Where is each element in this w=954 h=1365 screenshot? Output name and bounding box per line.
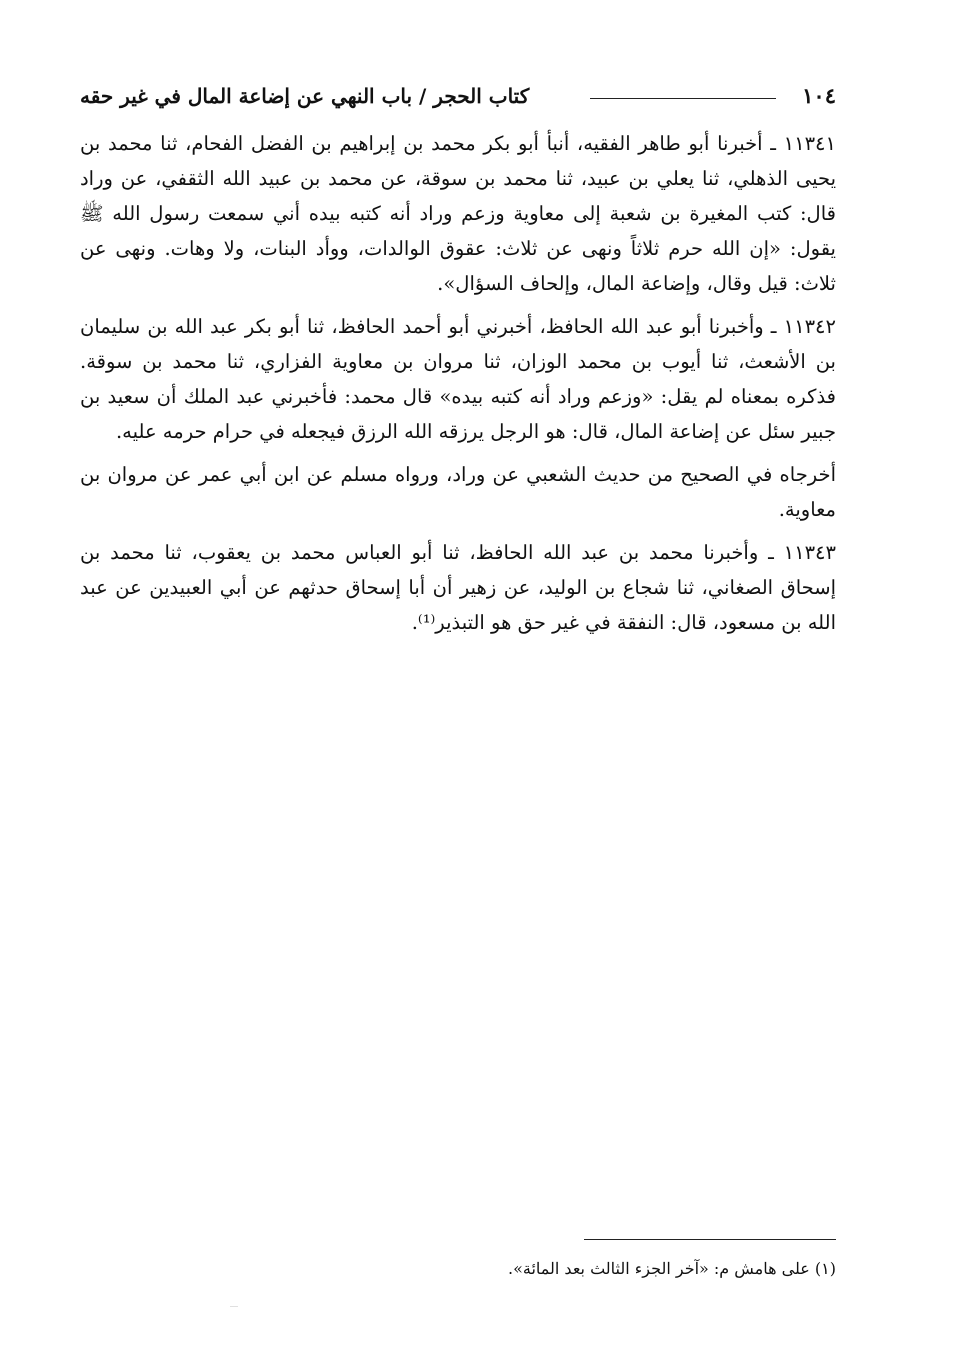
- hadith-11343: ١١٣٤٣ ـ وأخبرنا محمد بن عبد الله الحافظ، ثنا أبو العباس محمد بن يعقوب، ثنا محمد بن إسحاق الصغاني، ثنا شجاع بن الوليد، عن زهير أن أبا إسحاق حدثهم عن أبي العبيدين عن عبد الله بن مسعود، قال: النفقة في غير حق هو التبذير⁽¹⁾.: [80, 541, 836, 634]
- footnote-rule: [584, 1239, 836, 1240]
- hadith-11341: ١١٣٤١ ـ أخبرنا أبو طاهر الفقيه، أنبأ أبو بكر محمد بن إبراهيم بن الفضل الفحام، ثنا محمد بن يحيى الذهلي، ثنا يعلي بن عبيد، ثنا محمد بن سوقة، عن محمد بن عبيد الله الثقفي، عن وراد قال: كتب المغيرة بن شعبة إلى معاوية وزعم وراد أنه كتبه بيده أني سمعت رسول الله ﷺ يقول: «إن الله حرم ثلاثاً ونهى عن ثلاث: عقوق الوالدات، ووأد البنات، ولا وهات. ونهى عن ثلاث: قيل وقال، وإضاعة المال، وإلحاف السؤال».: [80, 132, 836, 295]
- takhrij-note: أخرجاه في الصحيح من حديث الشعبي عن وراد، ورواه مسلم عن ابن أبي عمر عن مروان بن معاوية.: [80, 463, 836, 521]
- page-number: ١٠٤: [802, 83, 836, 108]
- hadith-11342: ١١٣٤٢ ـ وأخبرنا أبو عبد الله الحافظ، أخبرني أبو أحمد الحافظ، ثنا أبو بكر عبد الله بن سليمان بن الأشعث، ثنا أيوب بن محمد الوزان، ثنا مروان بن معاوية الفزاري، ثنا محمد بن سوقة. فذكره بمعناه لم يقل: «وزعم وراد أنه كتبه بيده» قال محمد: فأخبرني عبد الملك أن سعيد بن جبير سئل عن إضاعة المال، قال: هو الرجل يرزقه الله الرزق فيجعله في حرام حرمه عليه.: [80, 315, 836, 443]
- footnote: (١) على هامش م: «آخر الجزء الثالث بعد المائة».: [507, 1259, 836, 1278]
- page-header: [80, 78, 836, 118]
- running-title: كتاب الحجر / باب النهي عن إضاعة المال في غير حقه: [80, 84, 530, 108]
- scan-mark: [230, 1306, 238, 1307]
- main-text: [80, 126, 836, 648]
- header-rule: [590, 98, 776, 99]
